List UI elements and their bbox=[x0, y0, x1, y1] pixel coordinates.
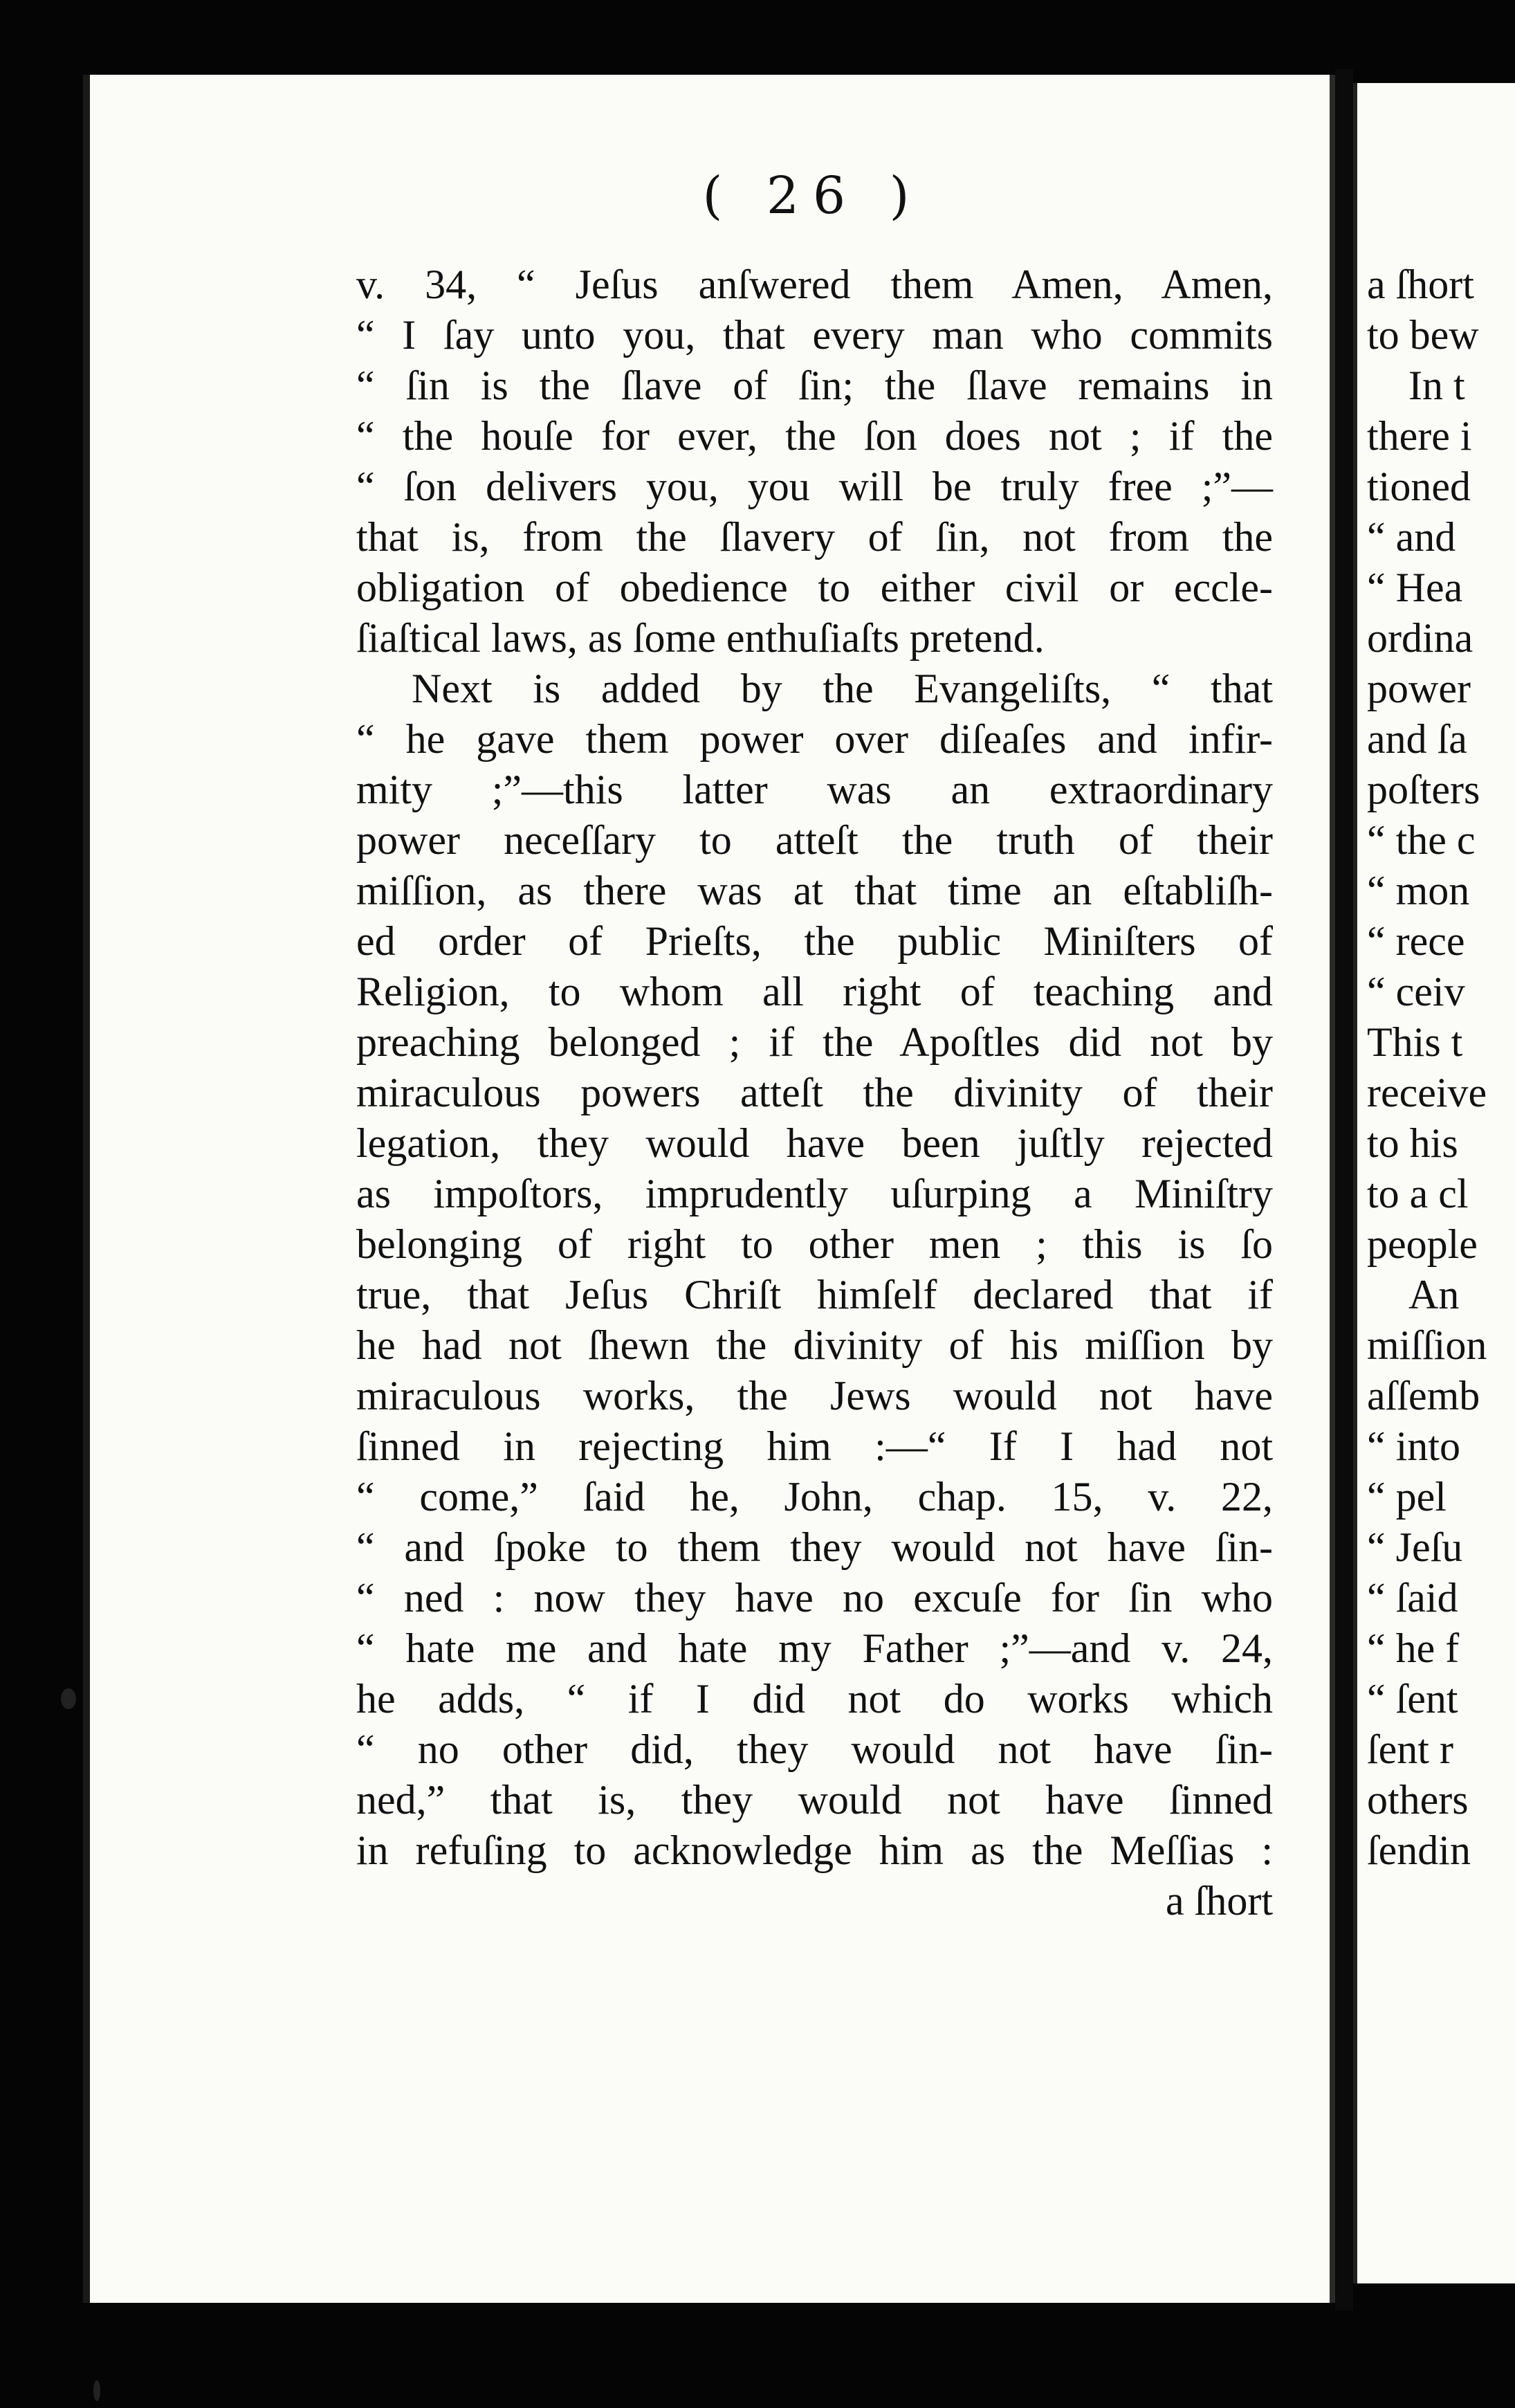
facing-line: a ſhort bbox=[1367, 262, 1474, 307]
text-line: ſiaſtical laws, as ſome enthuſiaſts pretend. bbox=[356, 615, 1045, 661]
facing-line: people bbox=[1367, 1221, 1478, 1267]
facing-line: there i bbox=[1367, 413, 1472, 459]
text-line: obligation of obedience to either civil or eccle- bbox=[356, 565, 1273, 610]
text-line: “ the houſe for ever, the ſon does not ; if the bbox=[356, 413, 1273, 459]
text-line: “ ned : now they have no excuſe for ſin who bbox=[356, 1575, 1273, 1621]
ink-speck bbox=[93, 2380, 100, 2401]
text-line: true, that Jeſus Chriſt himſelf declared that if bbox=[356, 1272, 1273, 1317]
facing-line: tioned bbox=[1367, 464, 1471, 509]
facing-line: to bew bbox=[1367, 312, 1479, 358]
facing-line: aſſemb bbox=[1367, 1373, 1480, 1419]
facing-line: “ he f bbox=[1367, 1625, 1460, 1671]
book-gutter bbox=[1335, 69, 1353, 2311]
facing-page-text bbox=[1367, 259, 1515, 1876]
text-line: belonging of right to other men ; this is ſo bbox=[356, 1221, 1273, 1267]
text-line: Next is added by the Evangeliſts, “ that bbox=[412, 666, 1273, 711]
text-line: “ no other did, they would not have ſin- bbox=[356, 1726, 1273, 1772]
facing-line: “ ſaid bbox=[1367, 1575, 1458, 1621]
text-line: ed order of Prieſts, the public Miniſters of bbox=[356, 918, 1273, 964]
text-line: power neceſſary to atteſt the truth of their bbox=[356, 817, 1273, 863]
text-line: miraculous powers atteſt the divinity of their bbox=[356, 1070, 1273, 1115]
facing-line: “ mon bbox=[1367, 868, 1470, 913]
text-line: v. 34, “ Jeſus anſwered them Amen, Amen, bbox=[356, 262, 1273, 307]
page-number: ( 26 ) bbox=[702, 166, 924, 226]
facing-line: “ the c bbox=[1367, 817, 1476, 863]
facing-line: ſent r bbox=[1367, 1726, 1453, 1772]
ink-speck bbox=[61, 1688, 76, 1709]
text-line: he adds, “ if I did not do works which bbox=[356, 1676, 1273, 1722]
facing-line: “ rece bbox=[1367, 918, 1465, 964]
facing-line: This t bbox=[1367, 1019, 1463, 1065]
facing-line: An bbox=[1408, 1272, 1460, 1317]
text-line: miſſion, as there was at that time an eſtabliſh- bbox=[356, 868, 1273, 913]
facing-line: “ and bbox=[1367, 514, 1456, 560]
facing-line: “ ſent bbox=[1367, 1676, 1458, 1722]
text-line: ſinned in rejecting him :—“ If I had not bbox=[356, 1423, 1273, 1469]
text-line: “ ſin is the ſlave of ſin; the ſlave remains in bbox=[356, 363, 1273, 408]
text-line: preaching belonged ; if the Apoſtles did not by bbox=[356, 1019, 1273, 1065]
text-line: ned,” that is, they would not have ſinned bbox=[356, 1777, 1273, 1823]
text-line: “ I ſay unto you, that every man who commits bbox=[356, 312, 1273, 358]
text-line: “ hate me and hate my Father ;”—and v. 24, bbox=[356, 1625, 1273, 1671]
text-line: legation, they would have been juſtly rejected bbox=[356, 1120, 1273, 1166]
text-line: mity ;”—this latter was an extraordinary bbox=[356, 767, 1273, 812]
right-page-fragment bbox=[1353, 83, 1515, 2283]
text-line: “ come,” ſaid he, John, chap. 15, v. 22, bbox=[356, 1474, 1273, 1520]
text-line: that is, from the ſlavery of ſin, not from the bbox=[356, 514, 1273, 560]
facing-line: “ into bbox=[1367, 1423, 1460, 1469]
catchword: a ſhort bbox=[1166, 1878, 1273, 1924]
text-line: “ he gave them power over diſeaſes and infir- bbox=[356, 716, 1273, 762]
body-text bbox=[356, 259, 1273, 1926]
facing-line: power bbox=[1367, 666, 1471, 711]
text-line: as impoſtors, imprudently uſurping a Miniſtry bbox=[356, 1171, 1273, 1216]
facing-line: others bbox=[1367, 1777, 1469, 1823]
facing-line: “ Jeſu bbox=[1367, 1524, 1463, 1570]
text-line: miraculous works, the Jews would not have bbox=[356, 1373, 1273, 1419]
facing-line: In t bbox=[1408, 363, 1465, 408]
text-line: Religion, to whom all right of teaching and bbox=[356, 969, 1273, 1014]
facing-line: to a cl bbox=[1367, 1171, 1469, 1216]
text-line: “ ſon delivers you, you will be truly free ;”— bbox=[356, 464, 1273, 509]
facing-line: miſſion bbox=[1367, 1322, 1487, 1368]
facing-line: ſendin bbox=[1367, 1827, 1471, 1873]
facing-line: “ Hea bbox=[1367, 565, 1463, 610]
facing-line: and ſa bbox=[1367, 716, 1467, 762]
text-line: in refuſing to acknowledge him as the Meſſias : bbox=[356, 1827, 1273, 1873]
text-line: he had not ſhewn the divinity of his miſſion by bbox=[356, 1322, 1273, 1368]
facing-line: receive bbox=[1367, 1070, 1487, 1115]
facing-line: ordina bbox=[1367, 615, 1473, 661]
facing-line: poſters bbox=[1367, 767, 1480, 812]
facing-line: to his bbox=[1367, 1120, 1458, 1166]
text-line: “ and ſpoke to them they would not have ſin- bbox=[356, 1524, 1273, 1570]
facing-line: “ pel bbox=[1367, 1474, 1447, 1520]
facing-line: “ ceiv bbox=[1367, 969, 1465, 1014]
